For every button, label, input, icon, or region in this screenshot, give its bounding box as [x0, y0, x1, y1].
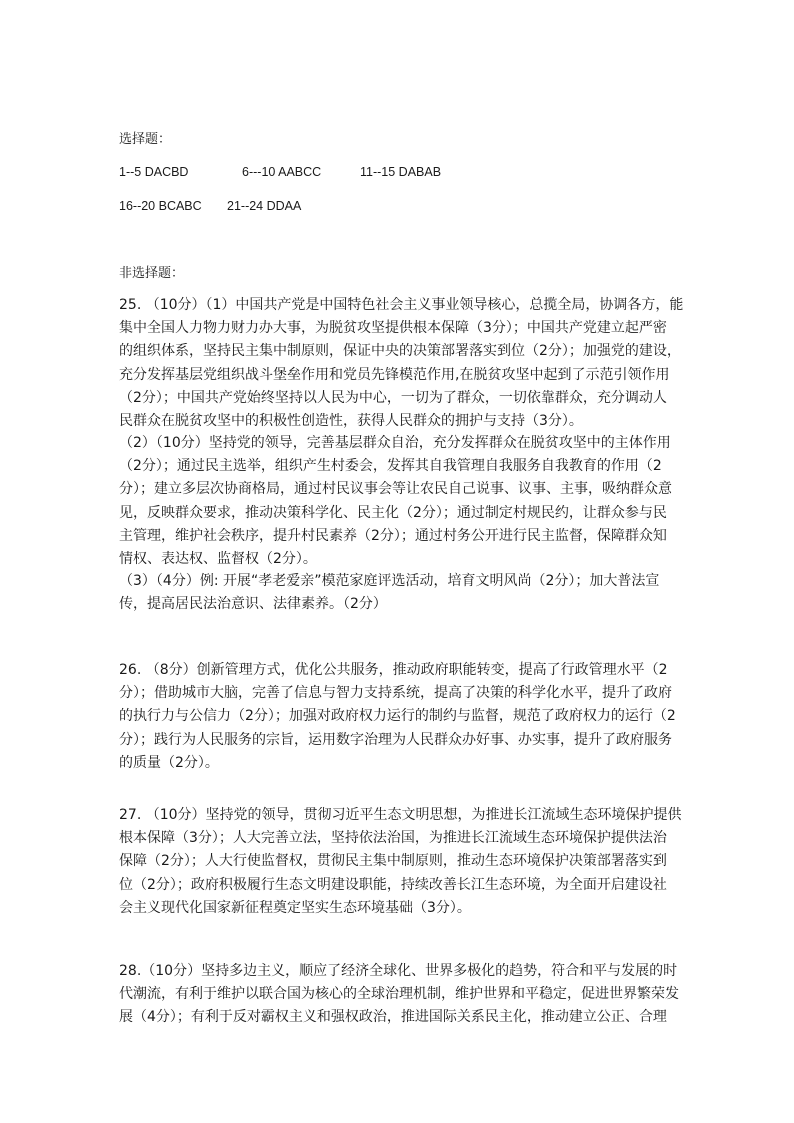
- text-line: 保障（2分）；人大行使监督权，贯彻民主集中制原则，推动生态环境保护决策部署落实到: [119, 853, 667, 870]
- q25-part3-answer: [119, 570, 684, 616]
- text-line: 见，反映群众要求，推动决策科学化、民主化（2分）；通过制定村规民约，让群众参与民: [119, 504, 667, 521]
- text-line: 分）；建立多层次协商格局，通过村民议事会等让农民自己说事、议事、主事，吸纳群众意: [119, 481, 672, 498]
- text-line: （2分）；通过民主选举，组织产生村委会，发挥其自我管理自我服务自我教育的作用（2: [119, 458, 662, 475]
- text-line: 的执行力与公信力（2分）；加强对政府权力运行的制约与监督，规范了政府权力的运行（2: [119, 708, 676, 725]
- text-line: （2）（10分）坚持党的领导，完善基层群众自治，充分发挥群众在脱贫攻坚中的主体作用: [119, 435, 671, 451]
- text-line: 主管理，维护社会秩序，提升村民素养（2分）；通过村务公开进行民主监督，保障群众知: [119, 527, 667, 544]
- text-line: 27. （10分）坚持党的领导，贯彻习近平生态文明思想，为推进长江流域生态环境保护提供: [119, 807, 682, 823]
- text-line: 代潮流，有利于维护以联合国为核心的全球治理机制，维护世界和平稳定，促进世界繁荣发: [119, 986, 679, 1003]
- choice-answer-1-5: 1--5 DACBD: [119, 165, 189, 179]
- text-line: 传，提高居民法治意识、法律素养。（2分）: [119, 596, 387, 613]
- text-line: 分）；践行为人民服务的宗旨，运用数字治理为人民群众办好事、办实事，提升了政府服务: [119, 731, 672, 748]
- choice-heading: 选择题：: [119, 132, 172, 147]
- q26-answer: [119, 659, 684, 775]
- text-line: 会主义现代化国家新征程奠定坚实生态环境基础（3分）。: [119, 899, 471, 916]
- choice-answer-16-20: 16--20 BCABC: [119, 199, 202, 213]
- text-line: 位（2分）；政府积极履行生态文明建设职能，持续改善长江生态环境，为全面开启建设社: [119, 876, 667, 893]
- choice-answer-11-15: 11--15 DABAB: [360, 165, 442, 179]
- text-line: 情权、表达权、监督权（2分）。: [119, 551, 317, 568]
- text-line: （2分）；中国共产党始终坚持以人民为中心，一切为了群众，一切依靠群众，充分调动人: [119, 389, 667, 406]
- q28-answer: [119, 960, 684, 1030]
- choice-answer-6-10: 6---10 AABCC: [242, 165, 322, 179]
- q25-part1-answer: [119, 294, 684, 433]
- text-line: 25. （10分）（1）中国共产党是中国特色社会主义事业领导核心，总揽全局，协调各方，能: [119, 297, 684, 313]
- text-line: 充分发挥基层党组织战斗堡垒作用和党员先锋模范作用,在脱贫攻坚中起到了示范引领作用: [119, 366, 670, 383]
- text-line: 展（4分）；有利于反对霸权主义和强权政治，推进国际关系民主化，推动建立公正、合理: [119, 1009, 667, 1026]
- text-line: 根本保障（3分）；人大完善立法，坚持依法治国，为推进长江流域生态环境保护提供法治: [119, 830, 667, 847]
- text-line: 28.（10分）坚持多边主义，顺应了经济全球化、世界多极化的趋势，符合和平与发展的时: [119, 963, 678, 979]
- choice-answer-21-24: 21--24 DDAA: [227, 199, 302, 213]
- nonchoice-heading: 非选择题：: [119, 266, 185, 281]
- text-line: 民群众在脱贫攻坚中的积极性创造性，获得人民群众的拥护与支持（3分）。: [119, 413, 583, 430]
- text-line: （3）（4分）例: 开展“孝老爱亲”模范家庭评选活动，培育文明风尚（2分）；加大普法宣: [119, 573, 660, 589]
- text-line: 的质量（2分）。: [119, 754, 219, 771]
- text-line: 集中全国人力物力财力办大事，为脱贫攻坚提供根本保障（3分）；中国共产党建立起严密: [119, 320, 667, 337]
- text-line: 的组织体系，坚持民主集中制原则，保证中央的决策部署落实到位（2分）；加强党的建设，: [119, 343, 681, 360]
- q27-answer: [119, 804, 684, 920]
- q25-part2-answer: [119, 432, 684, 571]
- text-line: 分）；借助城市大脑，完善了信息与智力支持系统，提高了决策的科学化水平，提升了政府: [119, 685, 672, 702]
- text-line: 26. （8分）创新管理方式，优化公共服务，推动政府职能转变，提高了行政管理水平（2: [119, 662, 668, 678]
